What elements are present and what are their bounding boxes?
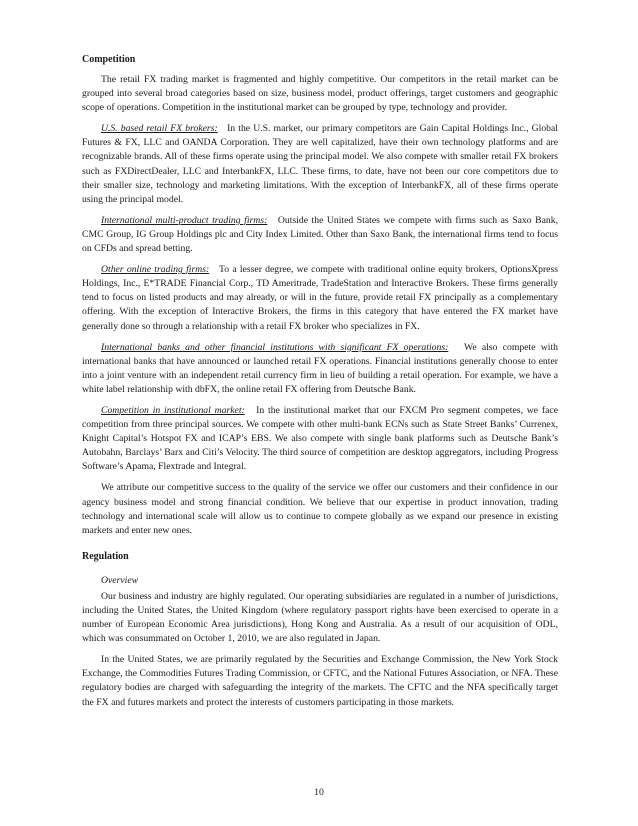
competition-closing-paragraph: We attribute our competitive success to the quality of the service we offer our customers and their confidence in our agency business model and strong financial condition. We believe that our expertise in product innovation, trading technology and international scale will allow us to continue to compete globally as we expand our presence in existing markets and enter new ones. (82, 482, 558, 536)
institutional-lead: Competition in institutional market: (101, 404, 245, 416)
online-paragraph (82, 263, 558, 333)
regulation-paragraph-1: Our business and industry are highly regulated. Our operating subsidiaries are regulated in a number of jurisdictions, including the United States, the United Kingdom (where regulatory passport rights have been exercised to operate in a number of European Economic Area jurisdictions), Hong Kong and Australia. As a result of our acquisition of ODL, which was consummated on October 1, 2010, we are also regulated in Japan. (82, 590, 558, 645)
intl-multi-lead: International multi-product trading firms: (101, 214, 268, 226)
banks-lead: International banks and other financial institutions with significant FX operations: (101, 341, 449, 353)
online-lead: Other online trading firms: (101, 264, 210, 276)
page-number: 10 (314, 787, 324, 798)
competition-intro-paragraph: The retail FX trading market is fragmented and highly competitive. Our competitors in the retail market can be grouped into several broad categories based on size, business model, product offerings, target customers and geographic scope of operations. Competition in the institutional market can be grouped by type, technology and provider. (82, 74, 558, 114)
banks-text: We also compete with international banks that have announced or launched retail FX operations. Financial institutions generally choose to enter into a joint venture with an independent retail currency firm in lieu of building a retail operation. For example, we have a white label relationship with dbFX, the online retail FX offering from Deutsche Bank. (82, 341, 558, 395)
us-brokers-lead: U.S. based retail FX brokers: (101, 123, 218, 135)
intl-multi-text: Outside the United States we compete with firms such as Saxo Bank, CMC Group, IG Group Holdings plc and City Index Limited. Other than Saxo Bank, the international firms tend to focus on CFDs and spread betting. (82, 214, 558, 255)
intl-multi-paragraph (82, 214, 558, 256)
document-page (82, 53, 558, 717)
us-brokers-text: In the U.S. market, our primary competitors are Gain Capital Holdings Inc., Global Futures & FX, LLC and OANDA Corporation. They are well capitalized, have their own technology platforms and are recognizable brands. All of these firms operate using the principal model. We also compete with smaller retail FX brokers such as FXDirectDealer, LLC and InterbankFX, LLC. These firms, to date, have not been our core competitors due to their smaller size, technology and marketing limitations. With the exception of InterbankFX, all of these firms operate using the principal model. (82, 123, 558, 205)
competition-heading: Competition (82, 54, 136, 65)
institutional-text: In the institutional market that our FXCM Pro segment competes, we face competition from three principal sources. We compete with other multi-bank ECNs such as State Street Banks’ Currenex, Knight Capital’s Hotspot FX and ICAP’s EBS. We also compete with single bank platforms such as Deutsche Bank’s Autobahn, Barclays’ Barx and Citi’s Velocity. The third source of competition are desktop aggregators, including Progress Software’s Apama, Flextrade and Integral. (82, 404, 558, 473)
regulation-paragraph-2: In the United States, we are primarily regulated by the Securities and Exchange Commission, the New York Stock Exchange, the Commodities Futures Trading Commission, or CFTC, and the National Futures Association, or NFA. These regulatory bodies are charged with safeguarding the integrity of the markets. The CFTC and the NFA specifically target the FX and futures markets and protect the interests of customers participating in those markets. (82, 654, 558, 708)
us-brokers-paragraph (82, 122, 558, 207)
overview-subheading: Overview (101, 574, 139, 586)
online-text: To a lesser degree, we compete with traditional online equity brokers, OptionsXpress Holdings, Inc., E*TRADE Financial Corp., TD Ameritrade, TradeStation and Interactive Brokers. These firms generally tend to focus on listed products and may already, or will in the future, provide retail FX principally as a complementary offering. With the exception of Interactive Brokers, the firms in this category that have entered the FX market have generally done so through a relationship with a retail FX broker who specializes in FX. (82, 264, 559, 332)
regulation-heading: Regulation (82, 550, 129, 562)
institutional-paragraph (82, 404, 558, 474)
banks-paragraph (82, 341, 558, 397)
